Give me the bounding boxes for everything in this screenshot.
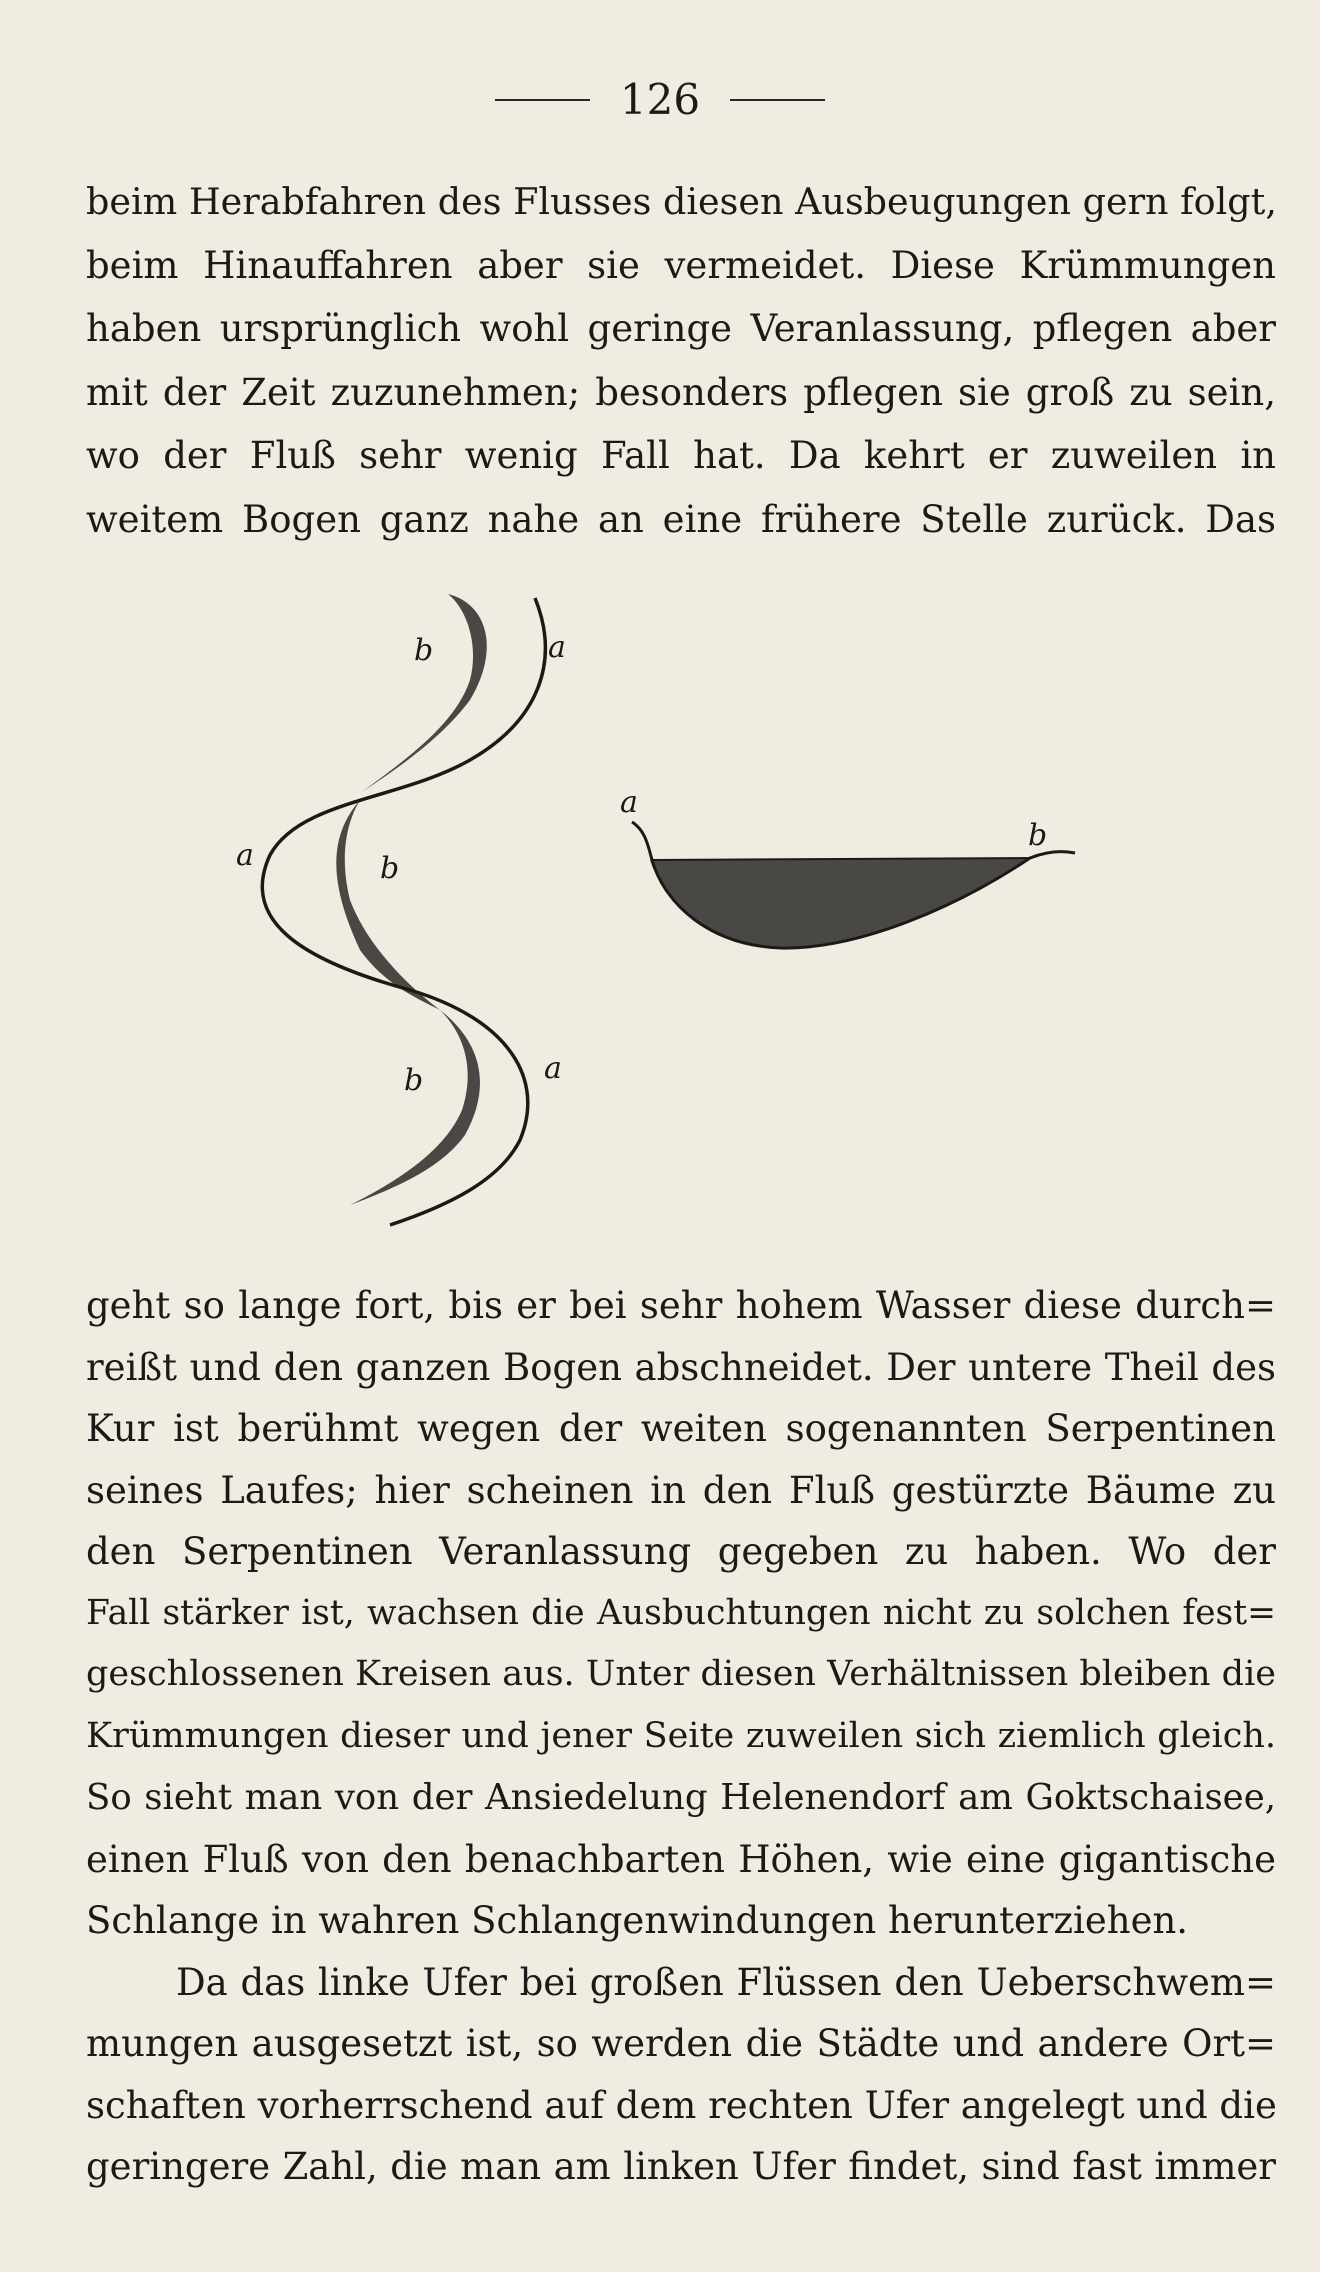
figure-label: b xyxy=(404,1063,424,1098)
bank-shading-lower xyxy=(350,1010,480,1205)
text-line: Da das linke Ufer bei großen Flüssen den Ueberschwem= xyxy=(176,1960,1276,2004)
river-meander-figure xyxy=(0,580,1320,1230)
header-rule-right xyxy=(730,99,825,101)
figure-label: a xyxy=(548,630,566,665)
text-line: geschlossenen Kreisen aus. Unter diesen Verhältnissen bleiben die xyxy=(86,1654,1276,1694)
figure-label: a xyxy=(544,1051,562,1086)
text-line: weitem Bogen ganz nahe an eine frühere Stelle zurück. Das xyxy=(86,497,1276,541)
text-line: seines Laufes; hier scheinen in den Fluß gestürzte Bäume zu xyxy=(86,1468,1276,1512)
page-number: 126 xyxy=(619,75,701,124)
text-line: schaften vorherrschend auf dem rechten Ufer angelegt und die xyxy=(86,2083,1277,2127)
figure-label: a xyxy=(620,785,638,820)
text-line: So sieht man von der Ansiedelung Helenendorf am Goktschaisee, xyxy=(86,1777,1276,1818)
figure-label: b xyxy=(1028,818,1048,853)
text-line: reißt und den ganzen Bogen abschneidet. Der untere Theil des xyxy=(86,1345,1276,1389)
text-line: geringere Zahl, die man am linken Ufer findet, sind fast immer xyxy=(86,2145,1276,2188)
text-line: Kur ist berühmt wegen der weiten sogenannten Serpentinen xyxy=(86,1407,1276,1450)
text-line: wo der Fluß sehr wenig Fall hat. Da kehrt er zuweilen in xyxy=(86,434,1276,478)
figure-label: a xyxy=(236,838,254,873)
paragraph-lower xyxy=(86,1275,1276,2198)
page-header xyxy=(0,70,1320,130)
figure-label: b xyxy=(380,851,400,886)
text-line: Krümmungen dieser und jener Seite zuweilen sich ziemlich gleich. xyxy=(86,1715,1276,1756)
text-line: geht so lange fort, bis er bei sehr hohem Wasser diese durch= xyxy=(86,1284,1276,1327)
text-line: beim Hinauffahren aber sie vermeidet. Diese Krümmungen xyxy=(86,243,1276,287)
text-line: mit der Zeit zuzunehmen; besonders pflegen sie groß zu sein, xyxy=(86,370,1276,414)
text-line: beim Herabfahren des Flusses diesen Ausbeugungen gern folgt, xyxy=(86,180,1277,223)
text-line: einen Fluß von den benachbarten Höhen, wie eine gigantische xyxy=(86,1837,1276,1881)
river-bank-line xyxy=(262,598,545,1225)
paragraph-upper xyxy=(86,170,1276,552)
header-rule-left xyxy=(495,99,590,101)
figure-label: b xyxy=(414,633,434,668)
text-line: den Serpentinen Veranlassung gegeben zu haben. Wo der xyxy=(86,1530,1276,1573)
text-line: Schlange in wahren Schlangenwindungen herunterziehen. xyxy=(86,1899,1189,1942)
text-line: mungen ausgesetzt ist, so werden die Städte und andere Ort= xyxy=(86,2022,1276,2065)
text-line: Fall stärker ist, wachsen die Ausbuchtungen nicht zu solchen fest= xyxy=(86,1592,1276,1633)
text-line: haben ursprünglich wohl geringe Veranlassung, pflegen aber xyxy=(86,307,1276,351)
profile-water xyxy=(650,858,1030,948)
bank-shading-middle xyxy=(336,800,440,1010)
